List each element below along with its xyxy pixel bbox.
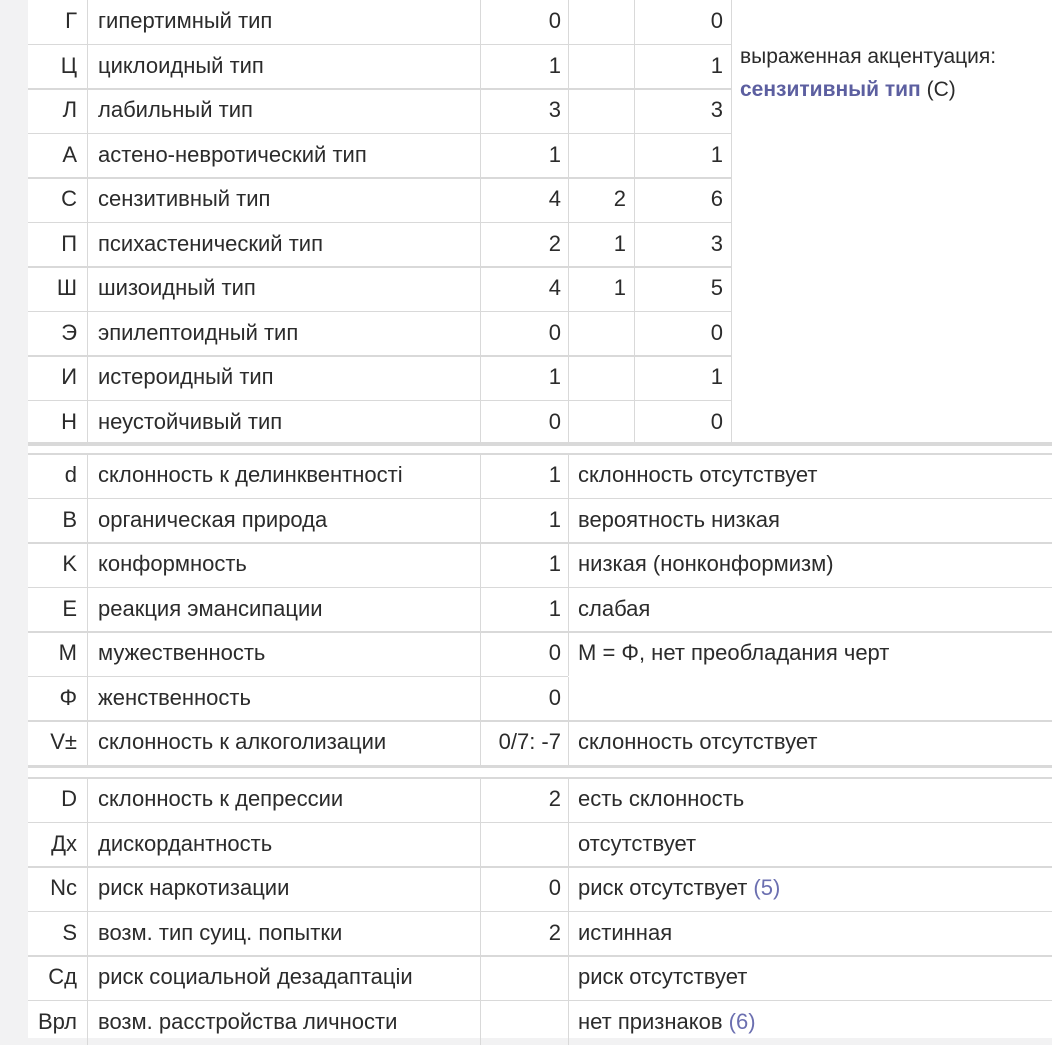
- risk-name: риск наркотизации: [98, 875, 290, 900]
- type-name: психастенический тип: [98, 230, 323, 256]
- risk-row: [28, 912, 1052, 956]
- type-name: сензитивный тип: [98, 186, 271, 211]
- accentuation-note: [740, 40, 996, 106]
- risk-description-text: есть склонность: [578, 786, 745, 811]
- type-name: шизоидный тип: [98, 275, 256, 300]
- risk-name: дискордантность: [98, 830, 273, 856]
- type-score-b: [568, 356, 634, 400]
- risk-description-text: истинная: [578, 919, 673, 945]
- risk-row: [28, 778, 1052, 822]
- risk-name: возм. расстройства личности: [98, 1008, 398, 1034]
- scale-description: вероятность низкая: [568, 499, 1052, 543]
- type-name: истероидный тип: [98, 364, 274, 389]
- type-code: Л: [28, 89, 88, 133]
- risk-row: [28, 823, 1052, 867]
- risk-description-text: отсутствует: [578, 830, 697, 856]
- scale-row: [28, 499, 1052, 543]
- type-score-a: 0: [480, 0, 568, 44]
- risk-description: [568, 778, 1052, 822]
- risk-footnote-link[interactable]: (6): [728, 1008, 756, 1034]
- row-divider: [28, 587, 1052, 589]
- type-score-b: [568, 312, 634, 356]
- scale-value: 1: [480, 543, 568, 587]
- risk-description: [568, 912, 1052, 956]
- risk-description: [568, 867, 1052, 911]
- scale-description: M = Φ, нет преобладания черт: [568, 632, 1052, 676]
- scale-name: реакция эмансипации: [98, 595, 323, 621]
- type-total: 0: [634, 401, 732, 445]
- scale-row: [28, 721, 1052, 765]
- scale-name: женственность: [98, 684, 251, 710]
- risk-value: [480, 823, 568, 867]
- type-name: лабильный тип: [98, 97, 253, 122]
- risk-name: склонность к депрессии: [98, 786, 344, 811]
- type-code: А: [28, 134, 88, 178]
- scale-description: склонность отсутствует: [568, 721, 1052, 765]
- type-score-b: [568, 89, 634, 133]
- scale-value: 0: [480, 632, 568, 676]
- row-divider: [28, 955, 1052, 957]
- type-row: [28, 401, 1052, 445]
- type-row: [28, 356, 1052, 400]
- scale-description: [568, 677, 1052, 721]
- accentuation-type-link[interactable]: сензитивный тип: [740, 78, 921, 101]
- type-name: эпилептоидный тип: [98, 319, 299, 345]
- type-score-a: 1: [480, 134, 568, 178]
- scale-code: d: [28, 454, 88, 498]
- scale-value: 1: [480, 454, 568, 498]
- risk-code: Сд: [28, 956, 88, 1000]
- type-code: П: [28, 223, 88, 267]
- type-score-a: 3: [480, 89, 568, 133]
- type-name: циклоидный тип: [98, 52, 264, 78]
- row-divider: [28, 822, 1052, 824]
- scale-value: 0: [480, 677, 568, 721]
- type-score-a: 0: [480, 401, 568, 445]
- type-code: Ш: [28, 267, 88, 311]
- risk-row: [28, 956, 1052, 1000]
- scale-row: [28, 543, 1052, 587]
- scale-row: [28, 454, 1052, 498]
- risk-value: 2: [480, 912, 568, 956]
- type-total: 5: [634, 267, 732, 311]
- row-divider: [28, 866, 1052, 868]
- type-name: неустойчивый тип: [98, 408, 283, 434]
- scale-name: склонность к делинквентності: [98, 462, 403, 487]
- scale-name: мужественность: [98, 640, 266, 665]
- accentuation-code: (С): [926, 78, 956, 101]
- scale-code: M: [28, 632, 88, 676]
- row-divider: [28, 88, 732, 90]
- row-divider: [28, 355, 732, 357]
- risk-description: [568, 956, 1052, 1000]
- type-score-a: 1: [480, 356, 568, 400]
- type-score-a: 0: [480, 312, 568, 356]
- type-name: астено-невротический тип: [98, 141, 367, 167]
- row-divider: [28, 177, 732, 179]
- type-score-a: 4: [480, 267, 568, 311]
- scale-row: [28, 588, 1052, 632]
- type-code: С: [28, 178, 88, 222]
- risk-code: S: [28, 912, 88, 956]
- type-code: Н: [28, 401, 88, 445]
- type-total: 1: [634, 356, 732, 400]
- risk-code: Дх: [28, 823, 88, 867]
- type-score-a: 1: [480, 45, 568, 89]
- scale-value: 1: [480, 588, 568, 632]
- type-score-b: 2: [568, 178, 634, 222]
- risk-value: 0: [480, 867, 568, 911]
- risk-code: D: [28, 778, 88, 822]
- type-total: 1: [634, 45, 732, 89]
- scale-description: низкая (нонконформизм): [568, 543, 1052, 587]
- type-score-b: [568, 0, 634, 44]
- type-row: [28, 267, 1052, 311]
- risk-description-text: нет признаков: [578, 1008, 723, 1034]
- scale-name: склонность к алкоголизации: [98, 729, 387, 754]
- type-row: [28, 312, 1052, 356]
- type-code: Э: [28, 312, 88, 356]
- scale-description: склонность отсутствует: [568, 454, 1052, 498]
- type-row: [28, 223, 1052, 267]
- row-divider: [28, 1000, 1052, 1002]
- risk-row: [28, 867, 1052, 911]
- type-row: [28, 178, 1052, 222]
- scale-code: B: [28, 499, 88, 543]
- scale-row: [28, 677, 1052, 721]
- type-total: 0: [634, 0, 732, 44]
- row-divider: [28, 133, 732, 135]
- type-total: 1: [634, 134, 732, 178]
- type-score-b: [568, 45, 634, 89]
- type-total: 3: [634, 89, 732, 133]
- row-divider: [28, 542, 1052, 544]
- row-divider: [28, 266, 732, 268]
- type-code: И: [28, 356, 88, 400]
- row-divider: [28, 442, 1052, 444]
- risk-description: [568, 823, 1052, 867]
- risk-name: возм. тип суиц. попытки: [98, 919, 343, 945]
- type-name: гипертимный тип: [98, 8, 273, 33]
- scale-code: V±: [28, 721, 88, 765]
- risk-description-text: риск отсутствует: [578, 964, 748, 989]
- risk-description-text: риск отсутствует: [578, 875, 748, 900]
- risk-value: [480, 956, 568, 1000]
- row-divider: [28, 720, 1052, 722]
- scale-code: E: [28, 588, 88, 632]
- type-score-a: 2: [480, 223, 568, 267]
- row-divider: [28, 44, 732, 46]
- risk-value: 2: [480, 778, 568, 822]
- row-divider: [28, 631, 1052, 633]
- type-score-a: 4: [480, 178, 568, 222]
- scale-row: [28, 632, 1052, 676]
- type-code: Г: [28, 0, 88, 44]
- scale-code: K: [28, 543, 88, 587]
- risk-footnote-link[interactable]: (5): [753, 875, 781, 900]
- type-score-b: 1: [568, 267, 634, 311]
- row-divider: [28, 222, 732, 224]
- type-score-b: [568, 134, 634, 178]
- row-divider: [28, 400, 732, 402]
- results-sheet: [28, 0, 1052, 1038]
- risk-code: Nc: [28, 867, 88, 911]
- type-total: 6: [634, 178, 732, 222]
- row-divider: [28, 498, 1052, 500]
- scale-name: органическая природа: [98, 506, 328, 532]
- type-row: [28, 134, 1052, 178]
- row-divider: [28, 311, 732, 313]
- row-divider: [28, 444, 1052, 446]
- scale-name: конформность: [98, 551, 247, 576]
- row-divider: [28, 676, 568, 678]
- scale-description: слабая: [568, 588, 1052, 632]
- row-divider: [28, 766, 1052, 768]
- scale-value: 0/7: -7: [480, 721, 568, 765]
- row-divider: [28, 911, 1052, 913]
- type-score-b: [568, 401, 634, 445]
- type-total: 3: [634, 223, 732, 267]
- type-row: [28, 0, 1052, 44]
- type-score-b: 1: [568, 223, 634, 267]
- type-code: Ц: [28, 45, 88, 89]
- accentuation-label: выраженная акцентуация:: [740, 45, 997, 68]
- type-total: 0: [634, 312, 732, 356]
- scale-code: Φ: [28, 677, 88, 721]
- risk-name: риск социальной дезадаптаціи: [98, 964, 413, 989]
- risk-code: Врл: [28, 1001, 88, 1045]
- scale-value: 1: [480, 499, 568, 543]
